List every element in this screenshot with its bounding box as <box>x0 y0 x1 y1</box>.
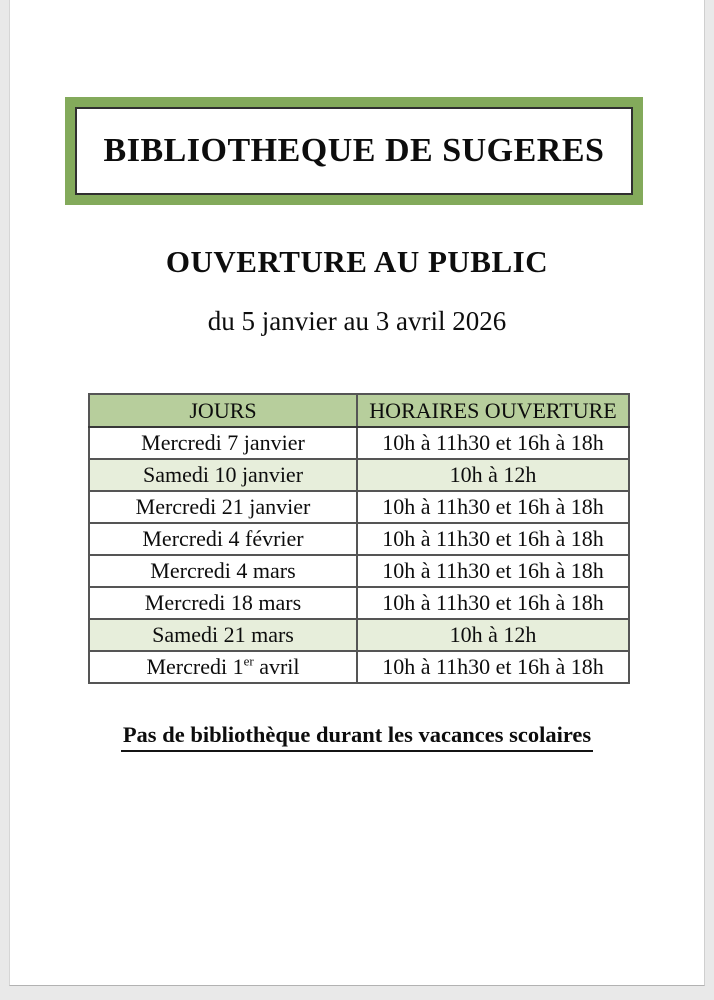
table-row <box>89 427 629 459</box>
table-row <box>89 459 629 491</box>
column-header-horaires: HORAIRES OUVERTURE <box>357 394 629 427</box>
table-header-row <box>89 394 629 427</box>
hours-cell: 10h à 11h30 et 16h à 18h <box>357 427 629 459</box>
footer-note-text: Pas de bibliothèque durant les vacances scolaires <box>121 722 593 752</box>
day-cell <box>89 651 357 683</box>
table-row <box>89 523 629 555</box>
table-row <box>89 491 629 523</box>
day-cell: Samedi 10 janvier <box>89 459 357 491</box>
day-cell: Mercredi 4 février <box>89 523 357 555</box>
hours-cell: 10h à 11h30 et 16h à 18h <box>357 491 629 523</box>
date-range: du 5 janvier au 3 avril 2026 <box>207 306 507 336</box>
table-row <box>89 555 629 587</box>
ordinal-superscript: er <box>243 653 254 669</box>
title-box-inner-frame <box>75 107 633 195</box>
title-box <box>65 97 643 205</box>
day-text: Mercredi 1 <box>146 654 244 679</box>
table-row <box>89 619 629 651</box>
table-row <box>89 651 629 683</box>
day-text: avril <box>253 654 300 679</box>
table-row <box>89 587 629 619</box>
hours-cell: 10h à 12h <box>357 619 629 651</box>
day-cell: Mercredi 7 janvier <box>89 427 357 459</box>
day-cell: Mercredi 4 mars <box>89 555 357 587</box>
document-title: BIBLIOTHEQUE DE SUGERES <box>103 132 605 169</box>
schedule-table <box>88 393 630 684</box>
day-cell: Samedi 21 mars <box>89 619 357 651</box>
hours-cell: 10h à 11h30 et 16h à 18h <box>357 587 629 619</box>
footer-note <box>9 722 705 752</box>
section-heading: OUVERTURE AU PUBLIC <box>165 244 549 279</box>
hours-cell: 10h à 11h30 et 16h à 18h <box>357 555 629 587</box>
hours-cell: 10h à 11h30 et 16h à 18h <box>357 523 629 555</box>
day-cell: Mercredi 18 mars <box>89 587 357 619</box>
hours-cell: 10h à 12h <box>357 459 629 491</box>
hours-cell: 10h à 11h30 et 16h à 18h <box>357 651 629 683</box>
day-cell: Mercredi 21 janvier <box>89 491 357 523</box>
column-header-jours: JOURS <box>89 394 357 427</box>
